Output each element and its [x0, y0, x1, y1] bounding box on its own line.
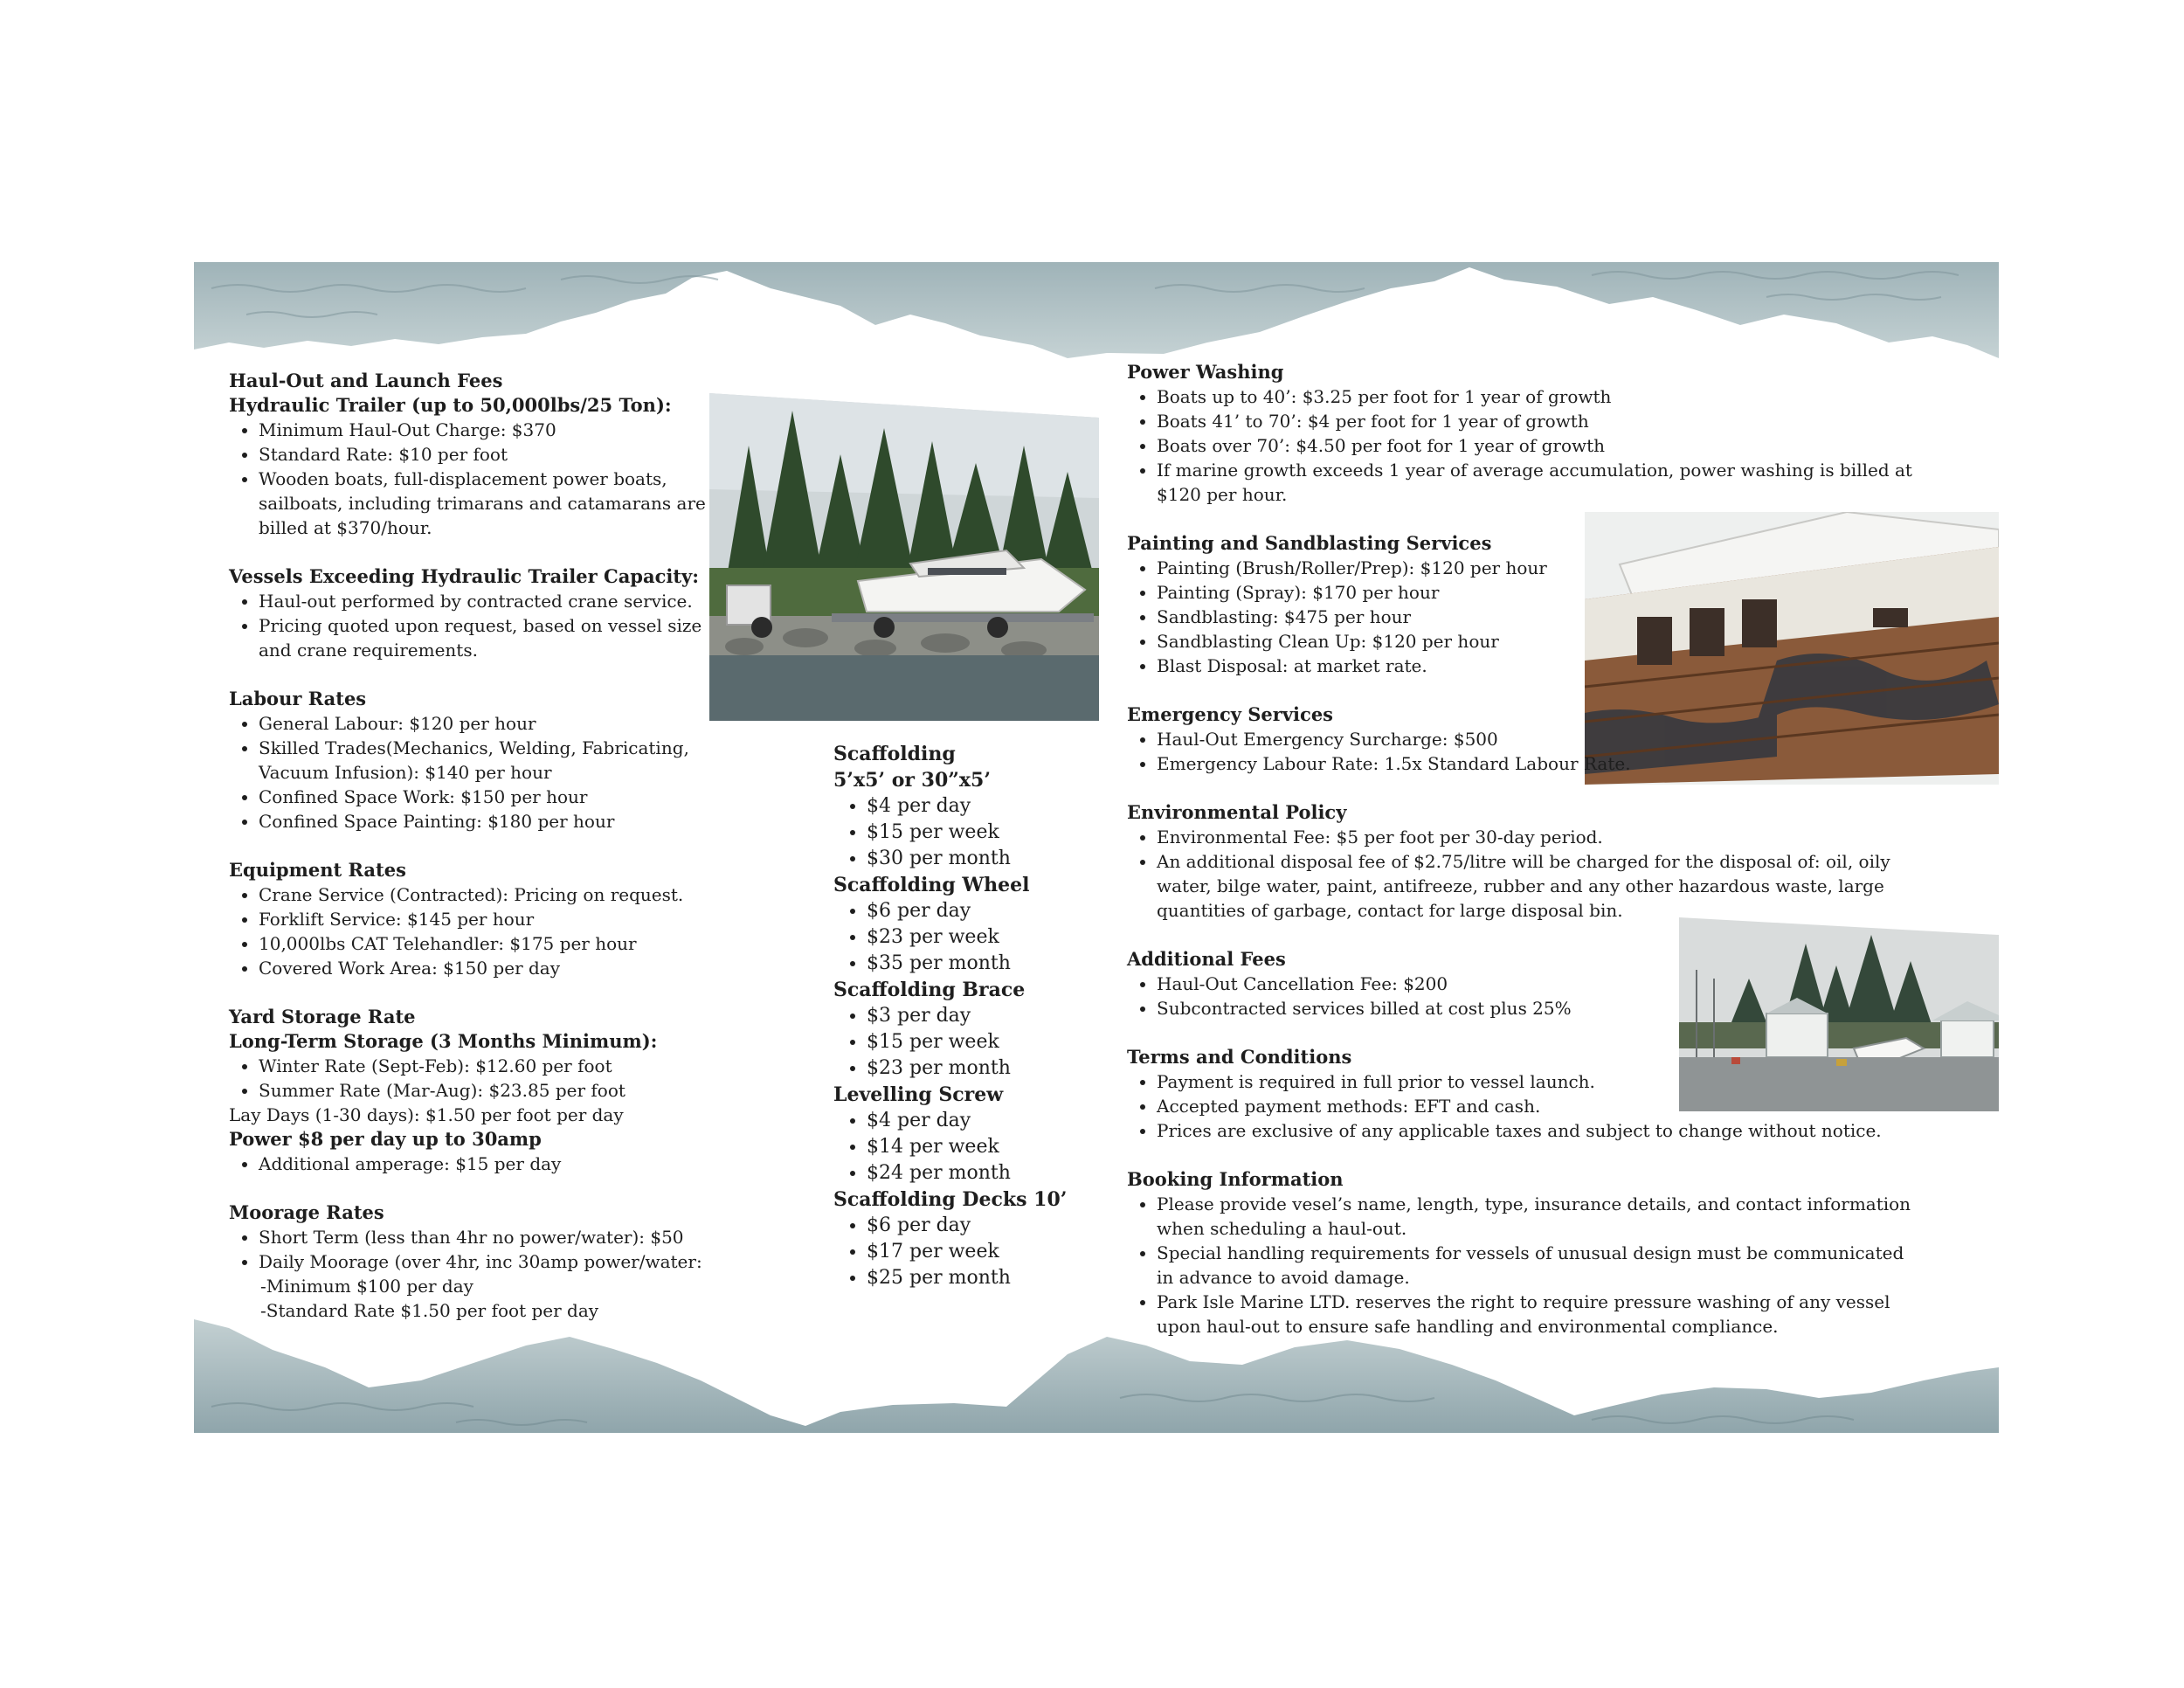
list-item: • Sandblasting Clean Up: $120 per hour: [1157, 629, 1983, 654]
equipment-rates-title: Equipment Rates: [229, 859, 406, 881]
list-item: • $23 per week: [867, 924, 1095, 951]
list-item: • $14 per week: [867, 1134, 1095, 1160]
scaffolding-wheel-title: Scaffolding Wheel: [833, 874, 1030, 896]
list-item: • Boats over 70’: $4.50 per foot for 1 year of growth: [1157, 433, 1983, 458]
list-item: • Environmental Fee: $5 per foot per 30-day period.: [1157, 825, 1983, 849]
scaffolding-title: Scaffolding: [833, 743, 956, 765]
list-item: • An additional disposal fee of $2.75/litre will be charged for the disposal of: oil, oily water, bilge water, paint, antifreeze, rubber and any other hazardous waste, large quantities of garbage, contact for large disposal bin.: [1157, 849, 1943, 923]
list-item: • Skilled Trades(Mechanics, Welding, Fabricating, Vacuum Infusion): $140 per hour: [259, 736, 718, 785]
yard-storage-list: [229, 1054, 718, 1103]
painting-sandblasting-title: Painting and Sandblasting Services: [1127, 532, 1492, 554]
list-item: • $24 per month: [867, 1160, 1095, 1186]
list-item: • Painting (Brush/Roller/Prep): $120 per hour: [1157, 556, 1983, 580]
right-column: [1127, 360, 1983, 1339]
middle-column: [833, 741, 1095, 1291]
list-item: • Crane Service (Contracted): Pricing on request.: [259, 882, 718, 907]
list-item: • 10,000lbs CAT Telehandler: $175 per hour: [259, 931, 718, 956]
levelling-screw-title: Levelling Screw: [833, 1083, 1004, 1106]
power-subtitle: Power $8 per day up to 30amp: [229, 1128, 542, 1150]
list-item: • Minimum Haul-Out Charge: $370: [259, 418, 718, 442]
list-item: • $6 per day: [867, 898, 1095, 924]
list-item: • $30 per month: [867, 846, 1095, 872]
list-item: • Haul-out performed by contracted crane service.: [259, 589, 718, 613]
list-item: • $25 per month: [867, 1265, 1095, 1291]
scaffolding-decks-list: [833, 1213, 1095, 1291]
terms-conditions-list: [1127, 1069, 1983, 1143]
brochure-page: [194, 262, 1999, 1433]
labour-rates-title: Labour Rates: [229, 688, 367, 709]
list-item: • Prices are exclusive of any applicable taxes and subject to change without notice.: [1157, 1118, 1983, 1143]
moorage-rates-list: [229, 1225, 718, 1274]
list-item: • Wooden boats, full-displacement power boats, sailboats, including trimarans and catamarans are billed at $370/hour.: [259, 467, 718, 540]
list-item: • $15 per week: [867, 820, 1095, 846]
list-item: • Boats 41’ to 70’: $4 per foot for 1 year of growth: [1157, 409, 1983, 433]
list-item: • Short Term (less than 4hr no power/water): $50: [259, 1225, 718, 1249]
list-item: • Summer Rate (Mar-Aug): $23.85 per foot: [259, 1078, 718, 1103]
list-item: • Confined Space Work: $150 per hour: [259, 785, 718, 809]
left-column: [229, 369, 718, 1323]
list-item: • Standard Rate: $10 per foot: [259, 442, 718, 467]
list-item: • Pricing quoted upon request, based on vessel size and crane requirements.: [259, 613, 718, 662]
scaffolding-list: [833, 793, 1095, 872]
booking-information-title: Booking Information: [1127, 1168, 1344, 1190]
list-item: • Additional amperage: $15 per day: [259, 1152, 718, 1176]
list-item: • Forklift Service: $145 per hour: [259, 907, 718, 931]
additional-fees-list: [1127, 972, 1983, 1020]
list-item: • Daily Moorage (over 4hr, inc 30amp power/water:: [259, 1249, 718, 1274]
moorage-rates-title: Moorage Rates: [229, 1201, 384, 1223]
moorage-standard-text: -Standard Rate $1.50 per foot per day: [260, 1300, 599, 1321]
list-item: • Haul-Out Cancellation Fee: $200: [1157, 972, 1983, 996]
list-item: • $6 per day: [867, 1213, 1095, 1239]
list-item: • Please provide vesel’s name, length, type, insurance details, and contact information when scheduling a haul-out.: [1157, 1192, 1925, 1241]
exceeding-capacity-list: [229, 589, 718, 662]
power-washing-list: [1127, 384, 1983, 507]
list-item: • Haul-Out Emergency Surcharge: $500: [1157, 727, 1983, 751]
power-washing-title: Power Washing: [1127, 361, 1284, 383]
list-item: • Payment is required in full prior to vessel launch.: [1157, 1069, 1983, 1094]
lay-days-text: Lay Days (1-30 days): $1.50 per foot per day: [229, 1104, 624, 1125]
terms-conditions-title: Terms and Conditions: [1127, 1046, 1352, 1068]
list-item: • Subcontracted services billed at cost plus 25%: [1157, 996, 1983, 1020]
list-item: • General Labour: $120 per hour: [259, 711, 718, 736]
haul-out-title: Haul-Out and Launch Fees: [229, 370, 503, 391]
emergency-services-title: Emergency Services: [1127, 703, 1334, 725]
list-item: • Special handling requirements for vessels of unusual design must be communicated in advance to avoid damage.: [1157, 1241, 1925, 1290]
environmental-policy-title: Environmental Policy: [1127, 801, 1347, 823]
list-item: • $15 per week: [867, 1029, 1095, 1055]
list-item: • $17 per week: [867, 1239, 1095, 1265]
environmental-policy-list: [1127, 825, 1983, 923]
power-list: [229, 1152, 718, 1176]
booking-information-list: [1127, 1192, 1925, 1339]
haul-out-list: [229, 418, 718, 540]
list-item: • Park Isle Marine LTD. reserves the right to require pressure washing of any vessel upon haul-out to ensure safe handling and environmental compliance.: [1157, 1290, 1925, 1339]
scaffolding-brace-list: [833, 1003, 1095, 1082]
list-item: • Winter Rate (Sept-Feb): $12.60 per foot: [259, 1054, 718, 1078]
scaffolding-brace-title: Scaffolding Brace: [833, 979, 1026, 1001]
hydraulic-trailer-subtitle: Hydraulic Trailer (up to 50,000lbs/25 Ton):: [229, 394, 672, 416]
list-item: • $35 per month: [867, 951, 1095, 977]
painting-sandblasting-list: [1127, 556, 1983, 678]
levelling-screw-list: [833, 1108, 1095, 1186]
scaffolding-size: 5’x5’ or 30”x5’: [833, 769, 991, 792]
list-item: • $23 per month: [867, 1055, 1095, 1082]
scaffolding-decks-title: Scaffolding Decks 10’: [833, 1188, 1068, 1211]
list-item: • Sandblasting: $475 per hour: [1157, 605, 1983, 629]
equipment-rates-list: [229, 882, 718, 980]
boat-on-trailer-photo: [709, 393, 1099, 721]
scaffolding-wheel-list: [833, 898, 1095, 977]
list-item: • Boats up to 40’: $3.25 per foot for 1 year of growth: [1157, 384, 1983, 409]
list-item: • Blast Disposal: at market rate.: [1157, 654, 1983, 678]
list-item: • $4 per day: [867, 793, 1095, 820]
list-item: • Confined Space Painting: $180 per hour: [259, 809, 718, 834]
list-item: • Emergency Labour Rate: 1.5x Standard Labour Rate.: [1157, 751, 1983, 776]
yard-storage-title: Yard Storage Rate: [229, 1006, 416, 1027]
list-item: • Covered Work Area: $150 per day: [259, 956, 718, 980]
exceeding-capacity-title: Vessels Exceeding Hydraulic Trailer Capacity:: [229, 565, 700, 587]
long-term-storage-subtitle: Long-Term Storage (3 Months Minimum):: [229, 1030, 658, 1052]
list-item: • Painting (Spray): $170 per hour: [1157, 580, 1983, 605]
additional-fees-title: Additional Fees: [1127, 948, 1286, 970]
list-item: • $3 per day: [867, 1003, 1095, 1029]
list-item: • $4 per day: [867, 1108, 1095, 1134]
list-item: • Accepted payment methods: EFT and cash.: [1157, 1094, 1983, 1118]
list-item: • If marine growth exceeds 1 year of average accumulation, power washing is billed at $120 per hour.: [1157, 458, 1925, 507]
emergency-services-list: [1127, 727, 1983, 776]
moorage-minimum-text: -Minimum $100 per day: [260, 1276, 473, 1297]
labour-rates-list: [229, 711, 718, 834]
